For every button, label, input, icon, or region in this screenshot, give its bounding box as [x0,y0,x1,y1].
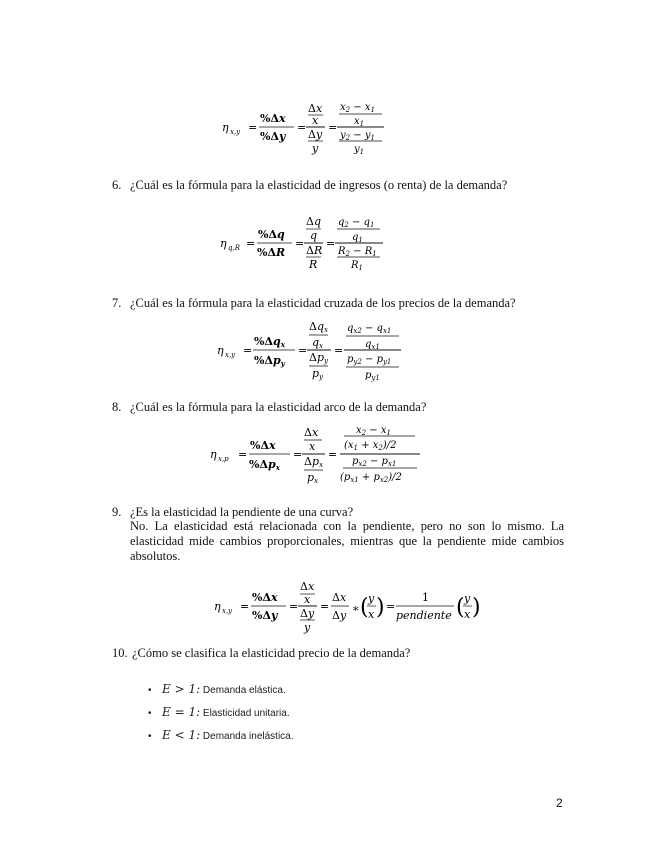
svg-text:=: = [293,448,303,461]
svg-text:∗: ∗ [352,602,360,615]
question-text: ¿Cuál es la fórmula para la elasticidad cruzada de los precios de la demanda? [130,296,516,310]
answer-9: No. La elasticidad está relacionada con la pendiente, pero no son lo mismo. La elasticidad mide cambios proporcionales, mientras que la pendiente mide cambios absolutos. [130,519,564,563]
svg-text:Δq: Δq [306,215,321,228]
svg-text:(px1 + px2)/2: $(p_{x1} + p_{x2})/2$ [340,472,402,484]
svg-text:Δx: Δx [308,102,323,115]
question-9 [112,505,353,520]
svg-text:x1: $x_1$ [354,116,365,128]
svg-text:x: x [368,608,375,621]
svg-text:ΔR: ΔR [306,244,323,257]
svg-text:x2 − x1: $x_2 - x_1$ [340,102,375,114]
bullet-math: E > 1: [162,682,201,696]
svg-text:): ) [376,595,385,620]
svg-text:q: q [310,229,318,242]
svg-text:q2 − q1: $q_2 - q_1$ [338,217,375,229]
svg-text:y1: $y_1$ [354,144,365,156]
svg-text:x: x [312,114,319,127]
list-item: • E < 1: Demanda inelástica. [148,728,294,742]
question-text: ¿Es la elasticidad la pendiente de una curva? [130,505,354,519]
svg-text:=: = [246,237,256,250]
svg-text:%Δy: %Δy [260,130,286,143]
equation-price-elasticity [222,98,402,158]
bullet-text: Demanda elástica. [202,685,286,696]
svg-text:R2 − R1: $R_2 - R_1$ [338,246,377,258]
bullet-math: E < 1: [162,728,201,742]
svg-text:%Δq: %Δq [258,228,285,241]
svg-text:%Δpx: %Δpx [249,458,280,472]
svg-text:η: η [217,344,224,357]
svg-text:%Δx: %Δx [250,439,276,452]
svg-text:y: y [312,142,319,155]
svg-text:Δpy: Δpy [309,351,328,365]
list-item: • E = 1: Elasticidad unitaria. [148,705,290,719]
svg-text:x2 − x1: $x_2 - x_1$ [356,425,391,437]
svg-text:px: px [307,471,318,485]
equation-arc-elasticity [210,423,425,485]
page-number: 2 [556,796,563,810]
svg-text:=: = [297,121,307,134]
svg-text:=: = [240,600,250,613]
svg-text:Δx: Δx [304,426,319,439]
svg-text:Δpx: Δpx [304,455,323,469]
svg-text:pendiente: pendiente [396,609,452,622]
svg-text:%ΔR: %ΔR [257,246,286,259]
question-text: ¿Cuál es la fórmula para la elasticidad arco de la demanda? [130,400,427,414]
svg-text:=: = [386,600,396,613]
svg-text:Δqx: Δqx [309,320,328,334]
svg-text:=: = [328,448,338,461]
list-item: • E > 1: Demanda elástica. [148,682,286,696]
equation-income-elasticity [220,211,400,273]
svg-text:η: η [214,600,221,613]
svg-text:%Δqx: %Δqx [254,335,285,349]
question-number: 8. [112,400,122,414]
svg-text:=: = [334,344,344,357]
svg-text:=: = [248,121,258,134]
svg-text:): ) [472,595,481,620]
svg-text:qx1: $q_{x1}$ [365,339,380,351]
bullet-text: Demanda inelástica. [202,731,294,742]
equation-cross-elasticity [217,318,407,382]
svg-text:(: ( [360,595,369,620]
svg-text:Δx: Δx [300,580,315,593]
question-number: 7. [112,296,122,310]
svg-text:1: 1 [422,591,429,604]
equation-slope-elasticity [214,578,484,638]
svg-text:x: x [464,608,471,621]
svg-text:=: = [289,600,299,613]
svg-text:Δy: Δy [332,609,347,622]
question-10 [112,646,410,661]
svg-text:q,R: q,R [228,244,240,252]
svg-text:=: = [243,344,253,357]
svg-text:py2 − py1: $p_{y2} - p_{y1}$ [347,354,392,366]
question-6 [112,178,507,193]
svg-text:y: y [368,592,375,605]
svg-text:=: = [328,121,338,134]
svg-text:x,y: x,y [222,607,233,615]
svg-text:η: η [210,448,217,461]
svg-text:x,p: x,p [218,455,229,463]
svg-text:=: = [238,448,248,461]
svg-text:%Δpy: %Δpy [254,354,285,368]
svg-text:x: x [304,593,311,606]
svg-text:(: ( [456,595,465,620]
svg-text:%Δx: %Δx [252,591,278,604]
svg-text:η: η [220,237,227,250]
svg-text:x,y: x,y [225,351,236,359]
svg-text:R: R [309,258,318,271]
svg-text:(x1 + x2)/2: $(x_1 + x_2)/2$ [344,440,397,452]
question-text: ¿Cómo se clasifica la elasticidad precio de la demanda? [132,646,411,660]
svg-text:R1: $R_1$ [351,260,363,272]
question-8 [112,400,426,415]
svg-text:Δy: Δy [308,128,323,141]
question-number: 10. [112,646,128,660]
bullet-math: E = 1: [162,705,201,719]
svg-text:py1: $p_{y1}$ [365,370,380,382]
svg-text:=: = [320,600,330,613]
svg-text:Δy: Δy [300,607,315,620]
svg-text:η: η [222,121,229,134]
svg-text:%Δy: %Δy [252,609,278,622]
svg-text:x,y: x,y [230,128,241,136]
svg-text:=: = [295,237,305,250]
question-number: 6. [112,178,122,192]
question-text: ¿Cuál es la fórmula para la elasticidad de ingresos (o renta) de la demanda? [130,178,508,192]
svg-text:qx2 − qx1: $q_{x2} - q_{x1}$ [347,323,392,335]
svg-text:y: y [464,592,471,605]
svg-text:qx: qx [312,336,323,350]
svg-text:py: py [312,367,324,381]
svg-text:Δx: Δx [332,591,347,604]
question-7 [112,296,516,311]
svg-text:=: = [298,344,308,357]
svg-text:=: = [326,237,336,250]
svg-text:px2 − px1: $p_{x2} - p_{x1}$ [352,456,397,468]
svg-text:x: x [309,440,316,453]
svg-text:y2 − y1: $y_2 - y_1$ [340,130,375,142]
svg-text:%Δx: %Δx [260,112,286,125]
svg-text:q1: $q_1$ [352,232,363,244]
bullet-text: Elasticidad unitaria. [202,708,290,719]
svg-text:y: y [304,621,311,634]
question-number: 9. [112,505,122,519]
